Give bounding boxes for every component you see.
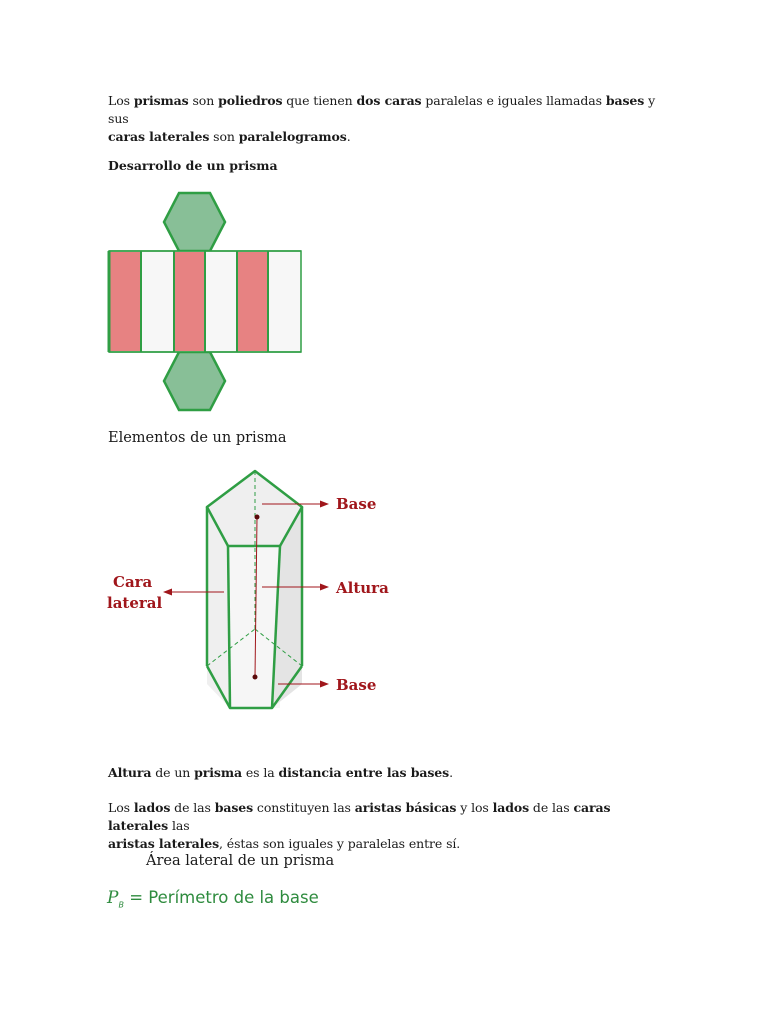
perimeter-formula (107, 888, 319, 909)
lateral-face-red-2 (174, 252, 205, 351)
altura-paragraph: Altura de un prisma es la distancia entre las bases. (108, 765, 453, 780)
formula-text: = Perímetro de la base (123, 888, 319, 907)
label-altura: Altura (336, 579, 389, 597)
area-heading: Área lateral de un prisma (146, 853, 335, 869)
prism-elements-figure (100, 462, 390, 717)
bottom-base-center-dot (253, 675, 258, 680)
formula-subscript: B (118, 900, 124, 910)
intro-paragraph: Los prismas son poliedros que tienen dos caras paralelas e iguales llamadas bases y sus caras laterales son paralelogramos. (108, 93, 656, 144)
lados-paragraph: Los lados de las bases constituyen las aristas básicas y los lados de las caras laterales las aristas laterales, éstas son iguales y paralelas entre sí. (108, 800, 611, 851)
top-base-center-dot (255, 515, 260, 520)
lateral-face-red-3 (237, 252, 268, 351)
arrowhead (320, 501, 329, 508)
elements-heading: Elementos de un prisma (108, 430, 287, 446)
lateral-face-red-1 (110, 252, 141, 351)
arrowhead (320, 584, 329, 591)
formula-symbol: P (107, 888, 119, 908)
arrowhead (320, 681, 329, 688)
label-lateral: lateral (107, 594, 163, 612)
top-hexagon-base (164, 193, 225, 251)
arrowhead (163, 589, 172, 596)
net-heading: Desarrollo de un prisma (108, 158, 278, 173)
prism-net-figure (100, 185, 310, 417)
label-base-bottom: Base (336, 676, 377, 694)
label-base-top: Base (336, 495, 377, 513)
bottom-hexagon-base (164, 352, 225, 410)
label-cara: Cara (113, 573, 153, 591)
